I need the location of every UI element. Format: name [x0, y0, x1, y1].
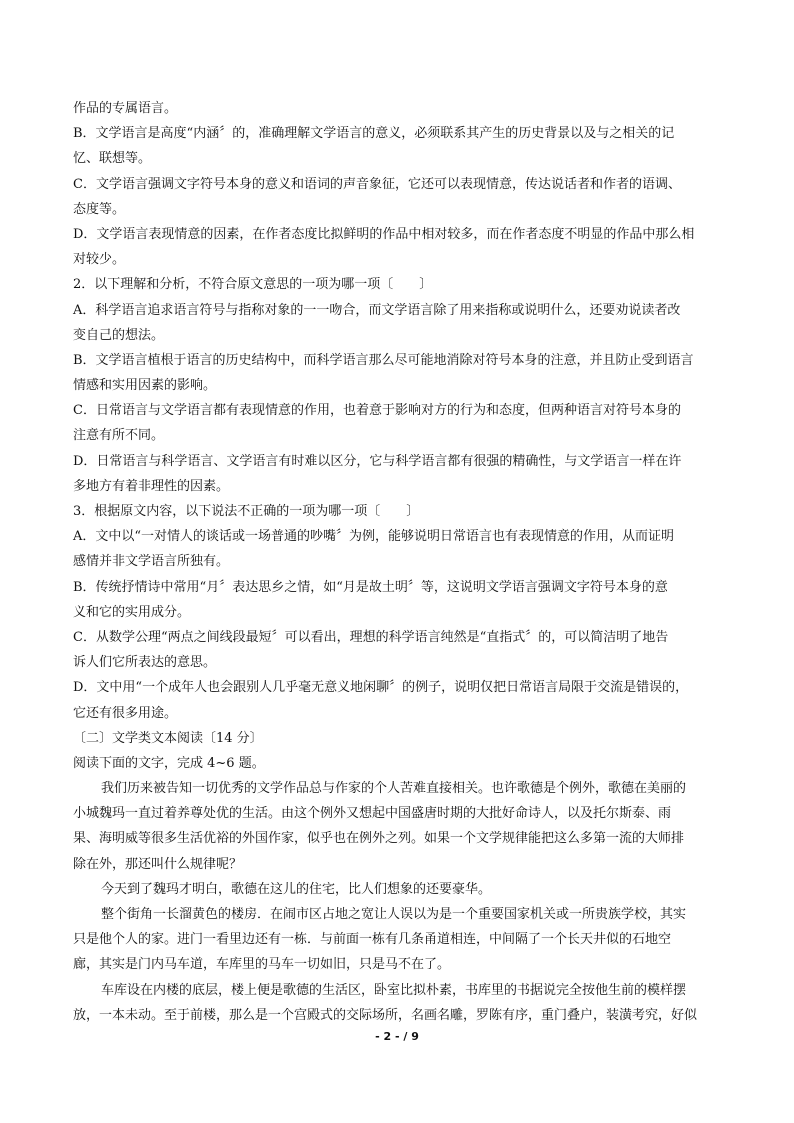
- page-number: - 2 - / 9: [375, 1030, 419, 1043]
- text-line: 忆、联想等。: [73, 151, 152, 167]
- paragraph-line: 只是他个人的家。进门一看里边还有一栋．与前面一栋有几条甬道相连，中间隔了一个长天井似的石地空: [73, 932, 672, 948]
- text-line: 它还有很多用途。: [73, 705, 178, 721]
- paragraph-line: 今天到了魏玛才明白，歌德在这儿的住宅，比人们想象的还要豪华。: [101, 881, 492, 897]
- paragraph-line: 除在外，那还叫什么规律呢？: [73, 856, 243, 872]
- text-line: 多地方有着非理性的因素。: [73, 478, 230, 494]
- option-d-line: D．文学语言表现情意的因素，在作者态度比拟鲜明的作品中相对较多，而在作者态度不明显的作品中那么相: [73, 226, 695, 242]
- question-2: 2．以下理解和分析，不符合原文意思的一项为哪一项〔 〕: [73, 277, 433, 293]
- text-line: 变自己的想法。: [73, 327, 165, 343]
- option-a-line: A．文中以“一对情人的谈话或一场普通的吵嘴〞为例，能够说明日常语言也有表现情意的作用，从而证明: [73, 529, 675, 545]
- paragraph-line: 廊，其实是门内马车道，车库里的马车一切如旧，只是马不在了。: [73, 957, 451, 973]
- text-line: 态度等。: [73, 201, 126, 217]
- option-b-line: B．传统抒情诗中常用“月〞表达思乡之情，如“月是故土明〞等，这说明文学语言强调文字符号本身的意: [73, 579, 668, 595]
- text-line: 对较少。: [73, 252, 126, 268]
- question-3: 3．根据原文内容，以下说法不正确的一项为哪一项〔 〕: [73, 504, 420, 519]
- paragraph-line: 果、海明威等很多生活优裕的外国作家，似乎也在例外之列。如果一个文学规律能把这么多第一流的大师排: [73, 831, 685, 847]
- option-a-line: A．科学语言追求语言符号与指称对象的一一吻合，而文学语言除了用来指称或说明什么，还要劝说读者改: [73, 302, 681, 318]
- instruction-line: 阅读下面的文字，完成 4~6 题。: [73, 755, 265, 771]
- option-c-line: C．从数学公理“两点之间线段最短〞可以看出，理想的科学语言纯然是“直指式〞的，可以简洁明了地告: [73, 629, 669, 645]
- paragraph-line: 放，一本未动。至于前楼，那么是一个宫殿式的交际场所，名画名雕，罗陈有序，重门叠户，装潢考究，好似: [73, 1007, 698, 1023]
- text-line: 作品的专属语言。: [73, 101, 178, 116]
- paragraph-line: 车库设在内楼的底层，楼上便是歌德的生活区，卧室比拟朴素，书库里的书据说完全按他生前的模样摆: [101, 982, 687, 998]
- option-b-line: B．文学语言是高度“内涵〞的，准确理解文学语言的意义，必须联系其产生的历史背景以及与之相关的记: [73, 126, 675, 142]
- document-body: [73, 96, 741, 1028]
- text-line: 诉人们它所表达的意思。: [73, 655, 217, 671]
- text-line: 情感和实用因素的影响。: [73, 378, 217, 394]
- option-c-line: C．文学语言强调文字符号本身的意义和语词的声音象征，它还可以表现情意，传达说话者和作者的语调、: [73, 176, 681, 192]
- text-line: 注意有所不同。: [73, 428, 165, 444]
- paragraph-line: 小城魏玛一直过着养尊处优的生活。由这个例外又想起中国盛唐时期的大批好命诗人，以及托尔斯泰、雨: [73, 806, 672, 822]
- option-d-line: D．文中用“一个成年人也会跟别人几乎毫无意义地闲聊〞的例子，说明仅把日常语言局限于交流是错误的，: [73, 680, 689, 696]
- text-line: 义和它的实用成分。: [73, 604, 191, 620]
- text-line: 感情并非文学语言所独有。: [73, 554, 230, 570]
- paragraph-line: 整个街角一长溜黄色的楼房．在闹市区占地之宽让人误以为是一个重要国家机关或一所贵族学校，其实: [101, 907, 687, 922]
- option-d-line: D．日常语言与科学语言、文学语言有时难以区分，它与科学语言都有很强的精确性，与文学语言一样在许: [73, 453, 682, 469]
- option-b-line: B．文学语言植根于语言的历史结构中，而科学语言那么尽可能地消除对符号本身的注意，并且防止受到语言: [73, 352, 694, 368]
- option-c-line: C．日常语言与文学语言都有表现情意的作用，也着意于影响对方的行为和态度，但两种语言对符号本身的: [73, 403, 681, 419]
- section-heading: 〔二〕文学类文本阅读〔14 分〕: [73, 730, 263, 746]
- paragraph-line: 我们历来被告知一切优秀的文学作品总与作家的个人苦难直接相关。也许歌德是个例外，歌德在美丽的: [101, 781, 687, 797]
